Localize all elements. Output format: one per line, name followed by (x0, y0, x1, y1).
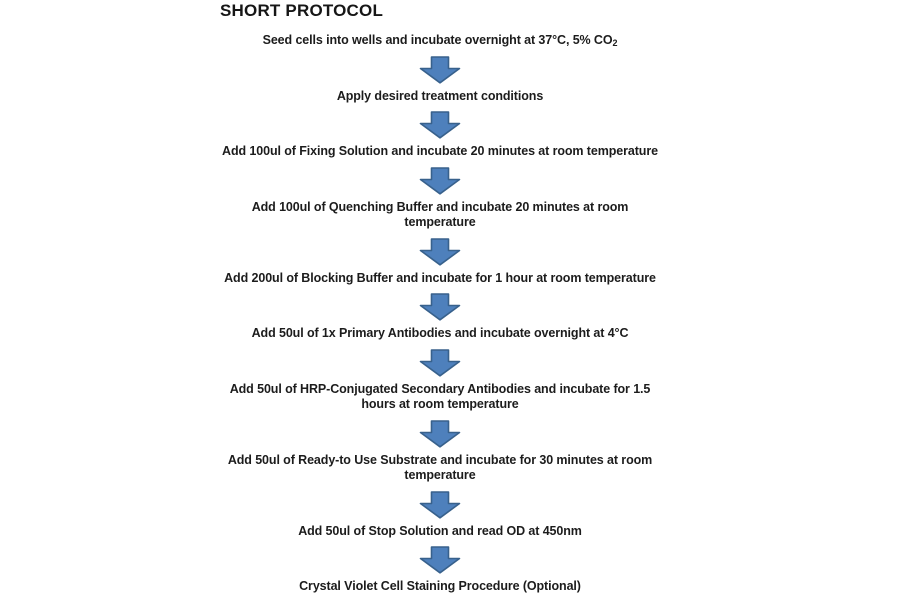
step-text-line-2: hours at room temperature (361, 397, 519, 411)
down-arrow-shape (421, 350, 460, 376)
down-arrow-shape (421, 168, 460, 194)
step-apply-treatment (337, 89, 543, 105)
step-text-line-1: Add 50ul of HRP-Conjugated Secondary Antibodies and incubate for 1.5 (229, 381, 651, 396)
down-arrow-shape (421, 112, 460, 138)
down-arrow-icon (419, 111, 461, 139)
co2-subscript: 2 (612, 38, 618, 48)
down-arrow-icon (419, 546, 461, 574)
down-arrow-shape (421, 547, 460, 573)
down-arrow-shape (421, 57, 460, 83)
step-text-line-1: Add 50ul of Ready-to Use Substrate and incubate for 30 minutes at room (227, 452, 653, 467)
step-substrate (228, 453, 652, 484)
step-text: Seed cells into wells and incubate overnight at 37°C, 5% CO (262, 33, 613, 47)
step-text: Crystal Violet Cell Staining Procedure (Optional) (299, 579, 581, 593)
step-stop-solution (298, 524, 582, 540)
step-text: Add 100ul of Fixing Solution and incubate 20 minutes at room temperature (222, 144, 658, 158)
down-arrow-shape (421, 239, 460, 265)
protocol-flow (0, 33, 880, 595)
step-crystal-violet (299, 579, 581, 595)
step-fixing-solution (222, 144, 658, 160)
down-arrow-icon (419, 420, 461, 448)
step-secondary-antibodies (230, 382, 651, 413)
step-text-line-1: Add 100ul of Quenching Buffer and incubate 20 minutes at room (251, 199, 629, 214)
step-text-line-2: temperature (404, 215, 476, 229)
step-text: Apply desired treatment conditions (336, 88, 544, 103)
down-arrow-icon (419, 167, 461, 195)
down-arrow-shape (421, 492, 460, 518)
down-arrow-icon (419, 238, 461, 266)
step-text: Add 50ul of Stop Solution and read OD at 450nm (298, 523, 582, 538)
down-arrow-icon (419, 349, 461, 377)
step-quenching-buffer (252, 200, 629, 231)
step-seed-cells (263, 33, 618, 49)
down-arrow-icon (419, 293, 461, 321)
step-text-line-2: temperature (404, 468, 476, 482)
page-title: SHORT PROTOCOL (220, 1, 384, 20)
step-blocking-buffer (224, 271, 656, 287)
down-arrow-icon (419, 56, 461, 84)
step-text: Add 50ul of 1x Primary Antibodies and incubate overnight at 4°C (251, 326, 629, 340)
step-text: Add 200ul of Blocking Buffer and incubate for 1 hour at room temperature (224, 270, 656, 285)
down-arrow-icon (419, 491, 461, 519)
down-arrow-shape (421, 421, 460, 447)
down-arrow-shape (421, 294, 460, 320)
step-primary-antibodies (252, 326, 629, 342)
